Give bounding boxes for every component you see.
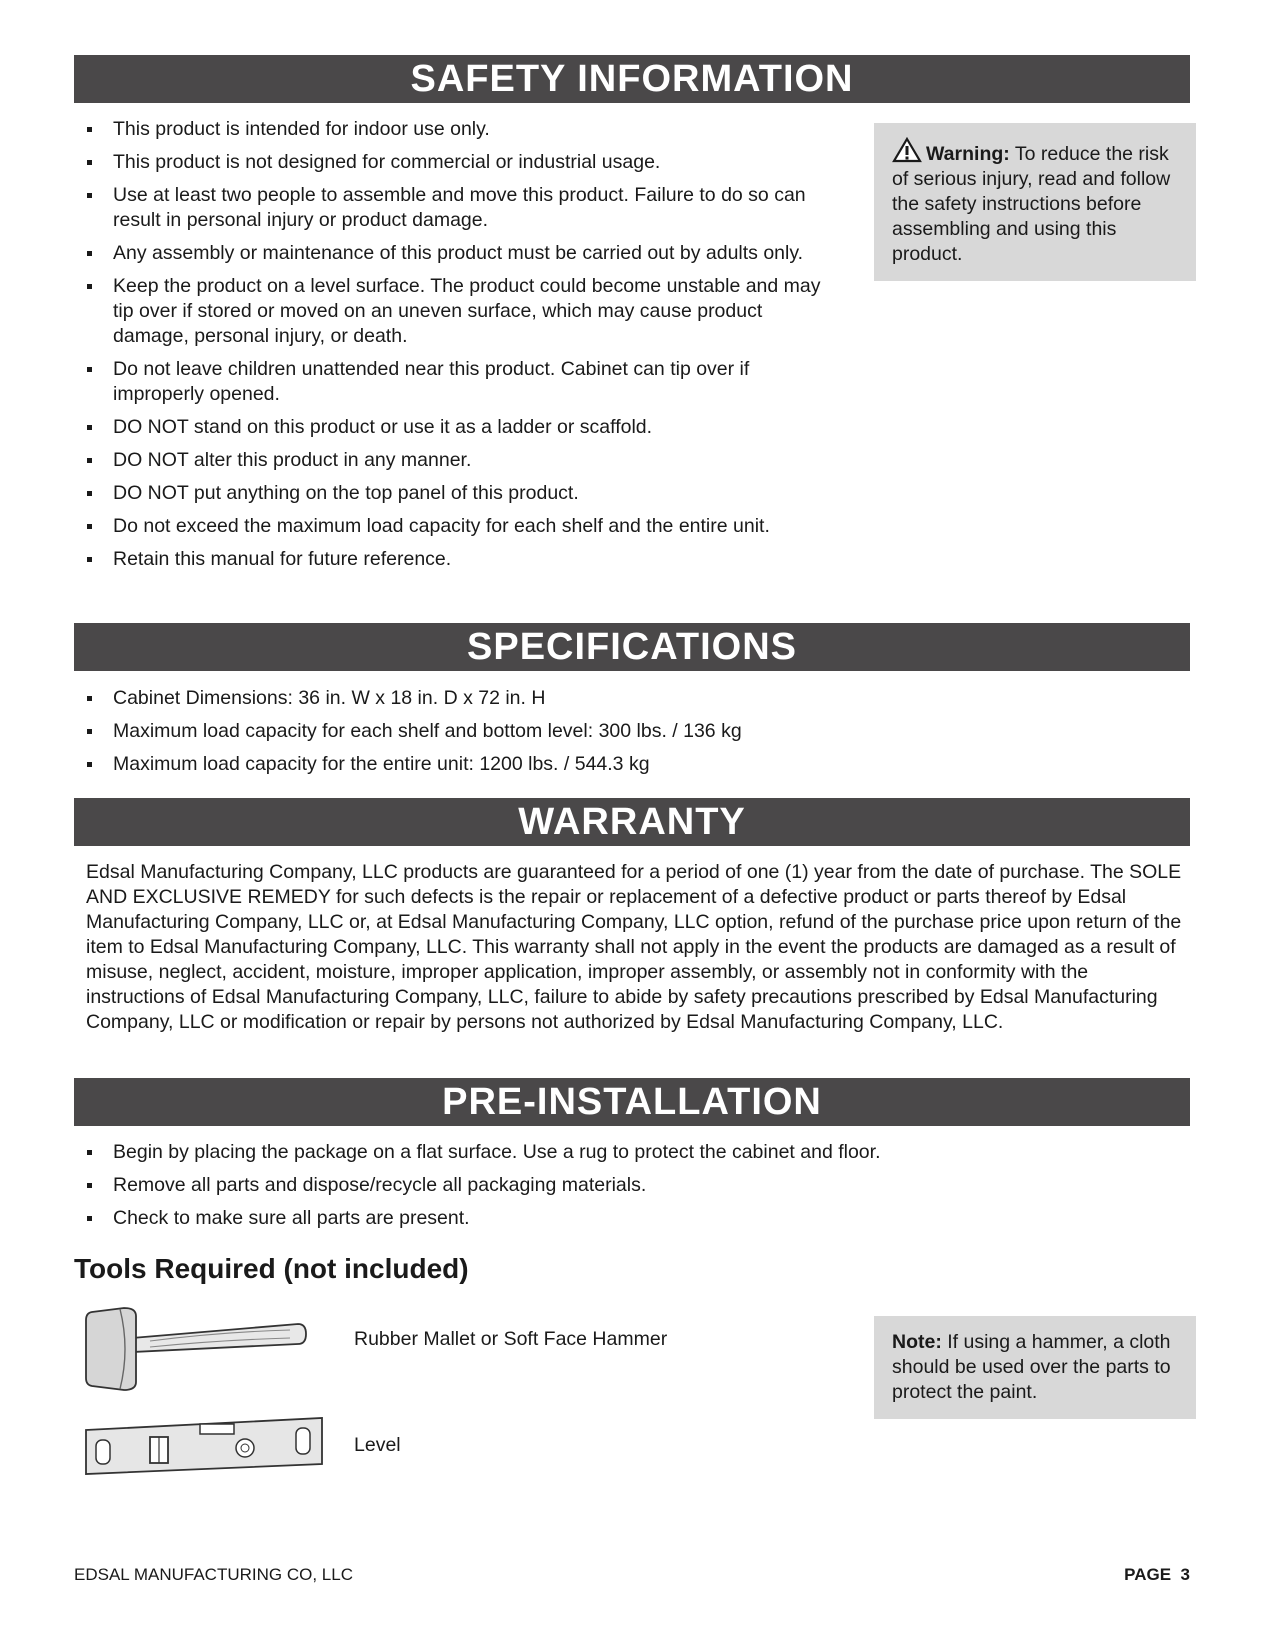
list-item: Any assembly or maintenance of this product must be carried out by adults only.: [84, 241, 824, 266]
tool-label-level: Level: [354, 1434, 401, 1456]
warranty-text: Edsal Manufacturing Company, LLC products are guaranteed for a period of one (1) year from the date of purchase. The SOLE AND EXCLUSIVE REMEDY for such defects is the repair or replacement of a defective product or parts thereof by Edsal Manufacturing Company, LLC or, at Edsal Manufacturing Company, LLC option, refund of the purchase price upon return of the item to Edsal Manufacturing Company, LLC. This warranty shall not apply in the event the products are damaged as a result of misuse, neglect, accident, moisture, improper application, improper assembly, or assembly not in conformity with the instructions of Edsal Manufacturing Company, LLC, failure to abide by safety precautions prescribed by Edsal Manufacturing Company, LLC or modification or repair by persons not authorized by Edsal Manufacturing Company, LLC.: [86, 861, 1182, 1033]
warning-label: Warning:: [926, 143, 1010, 165]
specifications-heading: SPECIFICATIONS: [74, 623, 1190, 671]
tools-required-heading: Tools Required (not included): [74, 1253, 469, 1284]
rubber-mallet-icon: [80, 1302, 310, 1402]
note-text: If using a hammer, a cloth should be used over the parts to protect the paint.: [892, 1331, 1171, 1403]
note-label: Note:: [892, 1331, 942, 1353]
warranty-heading: WARRANTY: [74, 798, 1190, 846]
pre-installation-list: [84, 1140, 1084, 1239]
footer-company: EDSAL MANUFACTURING CO, LLC: [74, 1565, 353, 1584]
list-item: Check to make sure all parts are present.: [84, 1206, 1084, 1231]
warning-callout: [874, 123, 1196, 281]
list-item: Maximum load capacity for the entire unit: 1200 lbs. / 544.3 kg: [84, 752, 1084, 777]
level-icon: [82, 1410, 328, 1480]
list-item: Do not exceed the maximum load capacity for each shelf and the entire unit.: [84, 514, 824, 539]
list-item: DO NOT alter this product in any manner.: [84, 448, 824, 473]
tool-label-mallet: Rubber Mallet or Soft Face Hammer: [354, 1328, 668, 1350]
list-item: DO NOT stand on this product or use it as a ladder or scaffold.: [84, 415, 824, 440]
list-item: DO NOT put anything on the top panel of this product.: [84, 481, 824, 506]
list-item: Use at least two people to assemble and move this product. Failure to do so can result in personal injury or product damage.: [84, 183, 824, 233]
list-item: Cabinet Dimensions: 36 in. W x 18 in. D x 72 in. H: [84, 686, 1084, 711]
list-item: Remove all parts and dispose/recycle all packaging materials.: [84, 1173, 1084, 1198]
list-item: This product is intended for indoor use only.: [84, 117, 824, 142]
list-item: Keep the product on a level surface. The product could become unstable and may tip over if stored or moved on an uneven surface, which may cause product damage, personal injury, or death.: [84, 274, 824, 349]
warning-text: To reduce the risk of serious injury, read and follow the safety instructions before assembling and using this product.: [892, 143, 1171, 265]
page-number: PAGE 3: [1124, 1565, 1190, 1584]
pre-installation-heading: PRE-INSTALLATION: [74, 1078, 1190, 1126]
safety-information-heading: SAFETY INFORMATION: [74, 55, 1190, 103]
list-item: Retain this manual for future reference.: [84, 547, 824, 572]
list-item: This product is not designed for commercial or industrial usage.: [84, 150, 824, 175]
list-item: Do not leave children unattended near this product. Cabinet can tip over if improperly opened.: [84, 357, 824, 407]
note-callout: [874, 1316, 1196, 1419]
list-item: Begin by placing the package on a flat surface. Use a rug to protect the cabinet and floor.: [84, 1140, 1084, 1165]
specifications-list: [84, 686, 1084, 785]
list-item: Maximum load capacity for each shelf and bottom level: 300 lbs. / 136 kg: [84, 719, 1084, 744]
warning-triangle-icon: [892, 137, 922, 163]
safety-list: [84, 117, 824, 580]
